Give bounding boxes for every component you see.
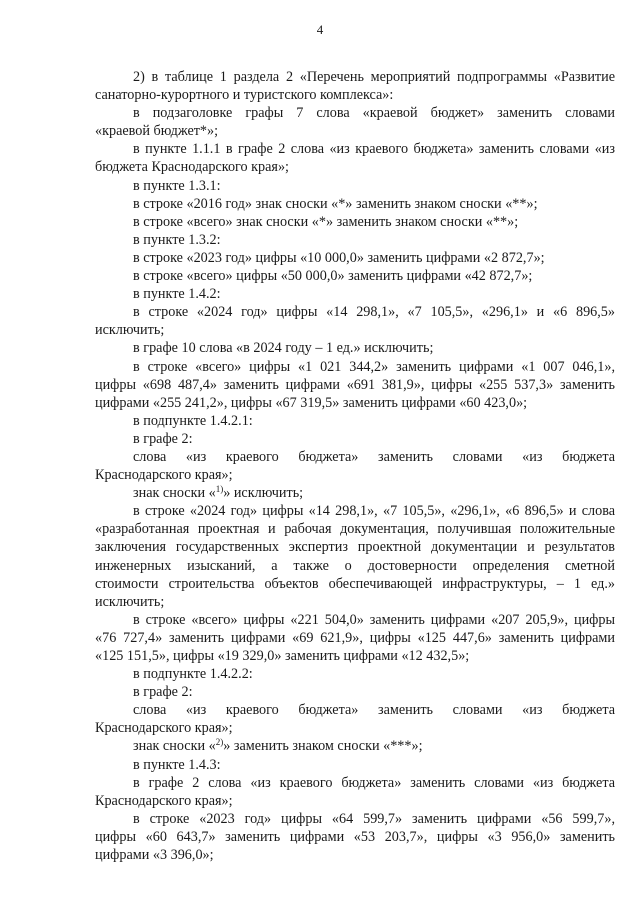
line-text: в пункте 1.1.1 в графе 2 слова «из краевого бюджета» заменить словами «из xyxy=(133,141,615,158)
text-line xyxy=(95,647,615,665)
text-line xyxy=(95,701,615,719)
line-text: исключить; xyxy=(95,593,165,610)
line-text: санаторно-курортного и туристского комплекса»: xyxy=(95,87,394,104)
text-line xyxy=(95,68,615,86)
line-text: в строке «всего» знак сноски «*» заменить знаком сноски «**»; xyxy=(133,213,519,230)
footnote-mark: 2) xyxy=(215,737,224,748)
line-text: в строке «всего» цифры «221 504,0» заменить цифрами «207 205,9», цифры xyxy=(133,611,615,628)
text-line xyxy=(95,249,615,267)
line-text: «76 727,4» заменить цифрами «69 621,9», цифры «125 447,6» заменить цифрами xyxy=(95,629,615,646)
line-text: стоимости строительства объектов обеспечивающей инфраструктуры, – 1 ед.» xyxy=(95,575,615,592)
text-line xyxy=(95,737,615,755)
text-line xyxy=(95,358,615,376)
text-line xyxy=(95,321,615,339)
line-text: знак сноски « xyxy=(133,738,216,755)
text-line xyxy=(95,158,615,176)
text-line xyxy=(95,810,615,828)
line-text: в строке «всего» цифры «50 000,0» заменить цифрами «42 872,7»; xyxy=(133,268,533,285)
line-text: 2) в таблице 1 раздела 2 «Перечень мероприятий подпрограммы «Развитие xyxy=(133,69,615,85)
text-line xyxy=(95,557,615,575)
line-text: в графе 10 слова «в 2024 году – 1 ед.» исключить; xyxy=(133,340,434,357)
text-line xyxy=(95,339,615,357)
text-line xyxy=(95,104,615,122)
text-line xyxy=(95,213,615,231)
line-text: «125 151,5», цифры «19 329,0» заменить цифрами «12 432,5»; xyxy=(95,648,470,664)
line-text: инженерных изысканий, а также о достоверности определения сметной xyxy=(95,557,615,574)
text-line xyxy=(95,792,615,810)
line-text: в пункте 1.3.1: xyxy=(133,177,221,194)
text-line xyxy=(95,538,615,556)
line-text: слова «из краевого бюджета» заменить словами «из бюджета xyxy=(133,448,615,465)
text-line xyxy=(95,846,615,864)
line-text-after: » заменить знаком сноски «***»; xyxy=(223,738,423,755)
text-line xyxy=(95,195,615,213)
text-line xyxy=(95,756,615,774)
text-line xyxy=(95,122,615,140)
text-line xyxy=(95,502,615,520)
text-line xyxy=(95,140,615,158)
line-text-after: » исключить; xyxy=(223,485,304,502)
line-text: «разработанная проектная и рабочая документация, получившая положительные xyxy=(95,521,615,538)
line-text: в строке «2023 год» цифры «10 000,0» заменить цифрами «2 872,7»; xyxy=(133,249,545,266)
line-text: Краснодарского края»; xyxy=(95,792,233,809)
text-line xyxy=(95,683,615,701)
line-text: цифры «60 643,7» заменить цифрами «53 203,7», цифры «3 956,0» заменить xyxy=(95,828,615,845)
line-text: исключить; xyxy=(95,322,165,339)
line-text: в подзаголовке графы 7 слова «краевой бюджет» заменить словами xyxy=(133,105,615,122)
line-text: в пункте 1.4.2: xyxy=(133,286,221,303)
text-line xyxy=(95,376,615,394)
line-text: цифры «698 487,4» заменить цифрами «691 381,9», цифры «255 537,3» заменить xyxy=(95,376,615,393)
line-text: Краснодарского края»; xyxy=(95,467,233,484)
line-text: в графе 2 слова «из краевого бюджета» заменить словами «из бюджета xyxy=(133,774,615,791)
line-text: в графе 2: xyxy=(133,684,193,701)
line-text: в подпункте 1.4.2.1: xyxy=(133,412,253,429)
line-text: знак сноски « xyxy=(133,485,216,502)
text-line xyxy=(95,285,615,303)
line-text: в подпункте 1.4.2.2: xyxy=(133,666,253,683)
text-line xyxy=(95,177,615,195)
line-text: в строке «всего» цифры «1 021 344,2» заменить цифрами «1 007 046,1», xyxy=(133,358,615,375)
text-line xyxy=(95,611,615,629)
text-line xyxy=(95,593,615,611)
line-text: бюджета Краснодарского края»; xyxy=(95,159,289,176)
text-line xyxy=(95,448,615,466)
text-line xyxy=(95,575,615,593)
line-text: Краснодарского края»; xyxy=(95,720,233,737)
text-line xyxy=(95,430,615,448)
text-line xyxy=(95,828,615,846)
text-line xyxy=(95,86,615,104)
line-text: в строке «2016 год» знак сноски «*» заменить знаком сноски «**»; xyxy=(133,195,538,212)
text-line xyxy=(95,520,615,538)
page-number: 4 xyxy=(316,22,324,37)
text-line xyxy=(95,774,615,792)
line-text: цифрами «3 396,0»; xyxy=(95,847,214,864)
text-line xyxy=(95,719,615,737)
text-line xyxy=(95,412,615,430)
text-line xyxy=(95,484,615,502)
text-line xyxy=(95,303,615,321)
line-text: «краевой бюджет*»; xyxy=(95,123,219,140)
text-line xyxy=(95,231,615,249)
text-line xyxy=(95,665,615,683)
line-text: в строке «2024 год» цифры «14 298,1», «7 105,5», «296,1», «6 896,5» и слова xyxy=(133,503,615,520)
text-line xyxy=(95,466,615,484)
text-line xyxy=(95,267,615,285)
footnote-mark: 1) xyxy=(215,484,224,495)
text-line xyxy=(95,629,615,647)
line-text: в графе 2: xyxy=(133,430,193,447)
line-text: в пункте 1.4.3: xyxy=(133,756,221,773)
line-text: заключения государственных экспертиз проектной документации и результатов xyxy=(95,539,615,556)
line-text: цифрами «255 241,2», цифры «67 319,5» заменить цифрами «60 423,0»; xyxy=(95,394,528,411)
line-text: в строке «2023 год» цифры «64 599,7» заменить цифрами «56 599,7», xyxy=(133,810,615,827)
document-body xyxy=(95,68,615,864)
text-line xyxy=(95,394,615,412)
line-text: в пункте 1.3.2: xyxy=(133,231,221,248)
line-text: слова «из краевого бюджета» заменить словами «из бюджета xyxy=(133,702,615,719)
line-text: в строке «2024 год» цифры «14 298,1», «7 105,5», «296,1» и «6 896,5» xyxy=(133,304,615,321)
